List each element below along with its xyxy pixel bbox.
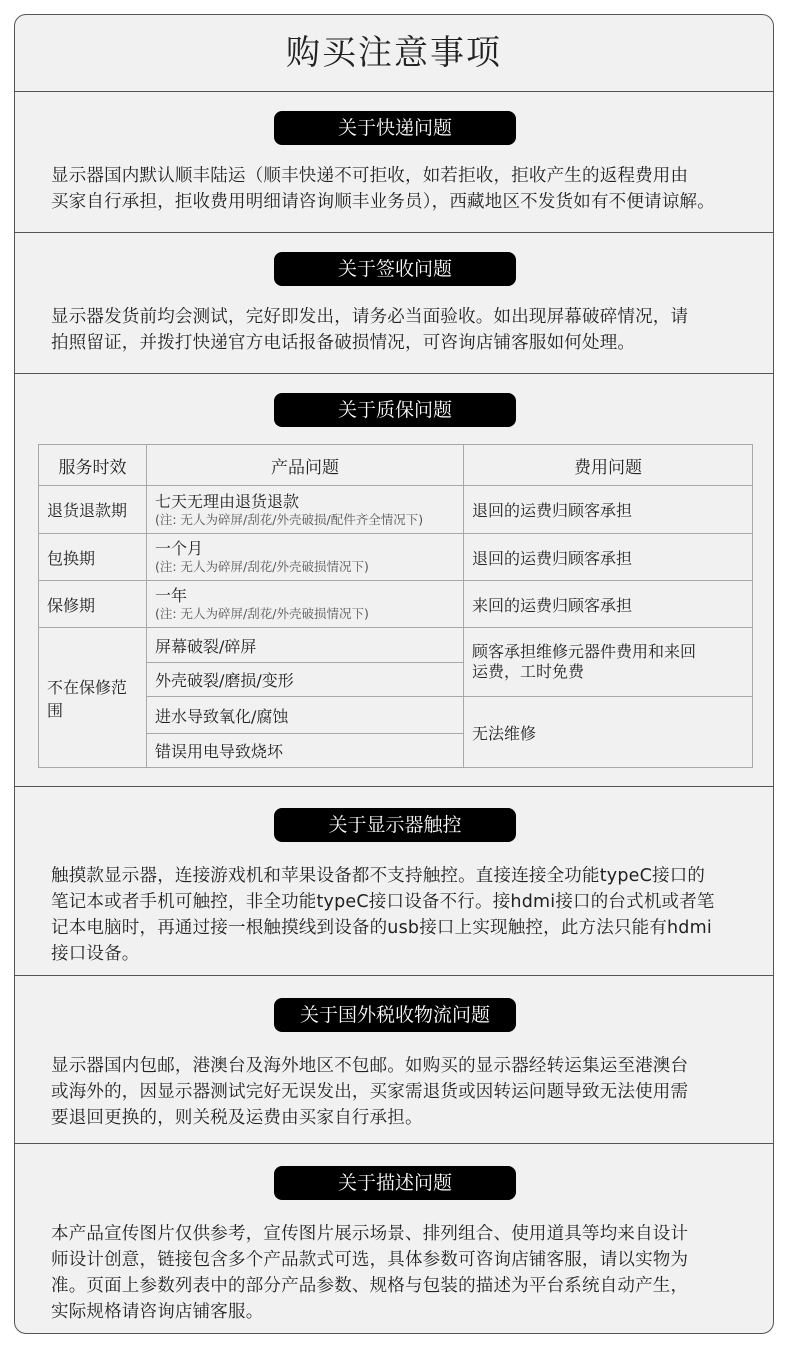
period-cell: 保修期	[39, 581, 147, 628]
text-line: 触摸款显示器，连接游戏机和苹果设备都不支持触控。直接连接全功能typeC接口的	[51, 866, 706, 886]
section-text-touch	[51, 863, 771, 967]
period-cell: 退货退款期	[39, 486, 147, 534]
divider	[15, 1143, 773, 1144]
section-heading-description: 关于描述问题	[274, 1166, 516, 1200]
period-cell: 不在保修范围	[39, 628, 147, 768]
section-text-express	[51, 163, 771, 215]
divider	[15, 91, 773, 92]
period-cell: 包换期	[39, 534, 147, 581]
cost-cell	[464, 628, 753, 697]
divider	[15, 232, 773, 233]
divider	[15, 975, 773, 976]
text-line: 本产品宣传图片仅供参考，宣传图片展示场景、排列组合、使用道具等均来自设计	[51, 1224, 689, 1244]
column-header: 费用问题	[464, 445, 753, 486]
issue-cell: 外壳破裂/磨损/变形	[147, 663, 464, 697]
section-heading-receipt: 关于签收问题	[274, 252, 516, 286]
column-header: 服务时效	[39, 445, 147, 486]
issue-cell	[147, 534, 464, 581]
text-line: 显示器发货前均会测试，完好即发出，请务必当面验收。如出现屏幕破碎情况，请	[51, 307, 689, 327]
section-text-overseas	[51, 1053, 771, 1131]
issue-text: 一个月	[155, 539, 204, 558]
text-line: 记本电脑时，再通过接一根触摸线到设备的usb接口上实现触控，此方法只能有hdmi	[51, 918, 712, 938]
cost-cell: 来回的运费归顾客承担	[464, 581, 753, 628]
issue-text: 一年	[155, 586, 188, 605]
notice-card	[14, 14, 774, 1334]
section-heading-warranty: 关于质保问题	[274, 393, 516, 427]
section-text-receipt	[51, 304, 771, 356]
text-line: 笔记本或者手机可触控，非全功能typeC接口设备不行。接hdmi接口的台式机或者笔	[51, 892, 715, 912]
text-line: 显示器国内包邮，港澳台及海外地区不包邮。如购买的显示器经转运集运至港澳台	[51, 1056, 689, 1076]
section-heading-touch: 关于显示器触控	[274, 808, 516, 842]
cost-cell: 退回的运费归顾客承担	[464, 534, 753, 581]
issue-text: 七天无理由退货退款	[155, 491, 300, 511]
divider	[15, 373, 773, 374]
section-text-description	[51, 1221, 771, 1325]
issue-cell	[147, 486, 464, 534]
issue-cell: 错误用电导致烧坏	[147, 734, 464, 768]
section-heading-overseas: 关于国外税收物流问题	[274, 998, 516, 1032]
table-row	[39, 534, 753, 581]
text-line: 实际规格请咨询店铺客服。	[51, 1302, 264, 1322]
text-line: 师设计创意，链接包含多个产品款式可选，具体参数可咨询店铺客服，请以实物为	[51, 1250, 689, 1270]
issue-note: (注: 无人为碎屏/刮花/外壳破损情况下)	[155, 559, 369, 574]
warranty-table	[38, 444, 753, 768]
table-row	[39, 628, 753, 663]
divider	[15, 786, 773, 787]
issue-note: (注: 无人为碎屏/刮花/外壳破损情况下)	[155, 606, 369, 621]
cost-cell: 退回的运费归顾客承担	[464, 486, 753, 534]
text-line: 拍照留证，并拨打快递官方电话报备破损情况，可咨询店铺客服如何处理。	[51, 333, 636, 353]
table-row	[39, 697, 753, 734]
text-line: 接口设备。	[51, 944, 140, 964]
table-header-row	[39, 445, 753, 486]
page-title: 购买注意事项	[286, 33, 502, 73]
issue-note: (注: 无人为碎屏/刮花/外壳破损/配件齐全情况下)	[155, 511, 424, 527]
cost-line: 运费，工时免费	[472, 662, 585, 681]
table-row	[39, 581, 753, 628]
issue-cell: 屏幕破裂/碎屏	[147, 628, 464, 663]
cost-line: 顾客承担维修元器件费用和来回	[472, 642, 697, 661]
issue-cell: 进水导致氧化/腐蚀	[147, 697, 464, 734]
text-line: 买家自行承担，拒收费用明细请咨询顺丰业务员），西藏地区不发货如有不便请谅解。	[51, 192, 715, 212]
section-heading-express: 关于快递问题	[274, 111, 516, 145]
text-line: 准。页面上参数列表中的部分产品参数、规格与包装的描述为平台系统自动产生，	[51, 1276, 689, 1296]
table-row	[39, 486, 753, 534]
issue-cell	[147, 581, 464, 628]
text-line: 要退回更换的，则关税及运费由买家自行承担。	[51, 1108, 423, 1128]
text-line: 或海外的，因显示器测试完好无误发出，买家需退货或因转运问题导致无法使用需	[51, 1082, 689, 1102]
text-line: 显示器国内默认顺丰陆运（顺丰快递不可拒收，如若拒收，拒收产生的返程费用由	[51, 166, 689, 186]
column-header: 产品问题	[147, 445, 464, 486]
cost-cell: 无法维修	[464, 697, 753, 768]
